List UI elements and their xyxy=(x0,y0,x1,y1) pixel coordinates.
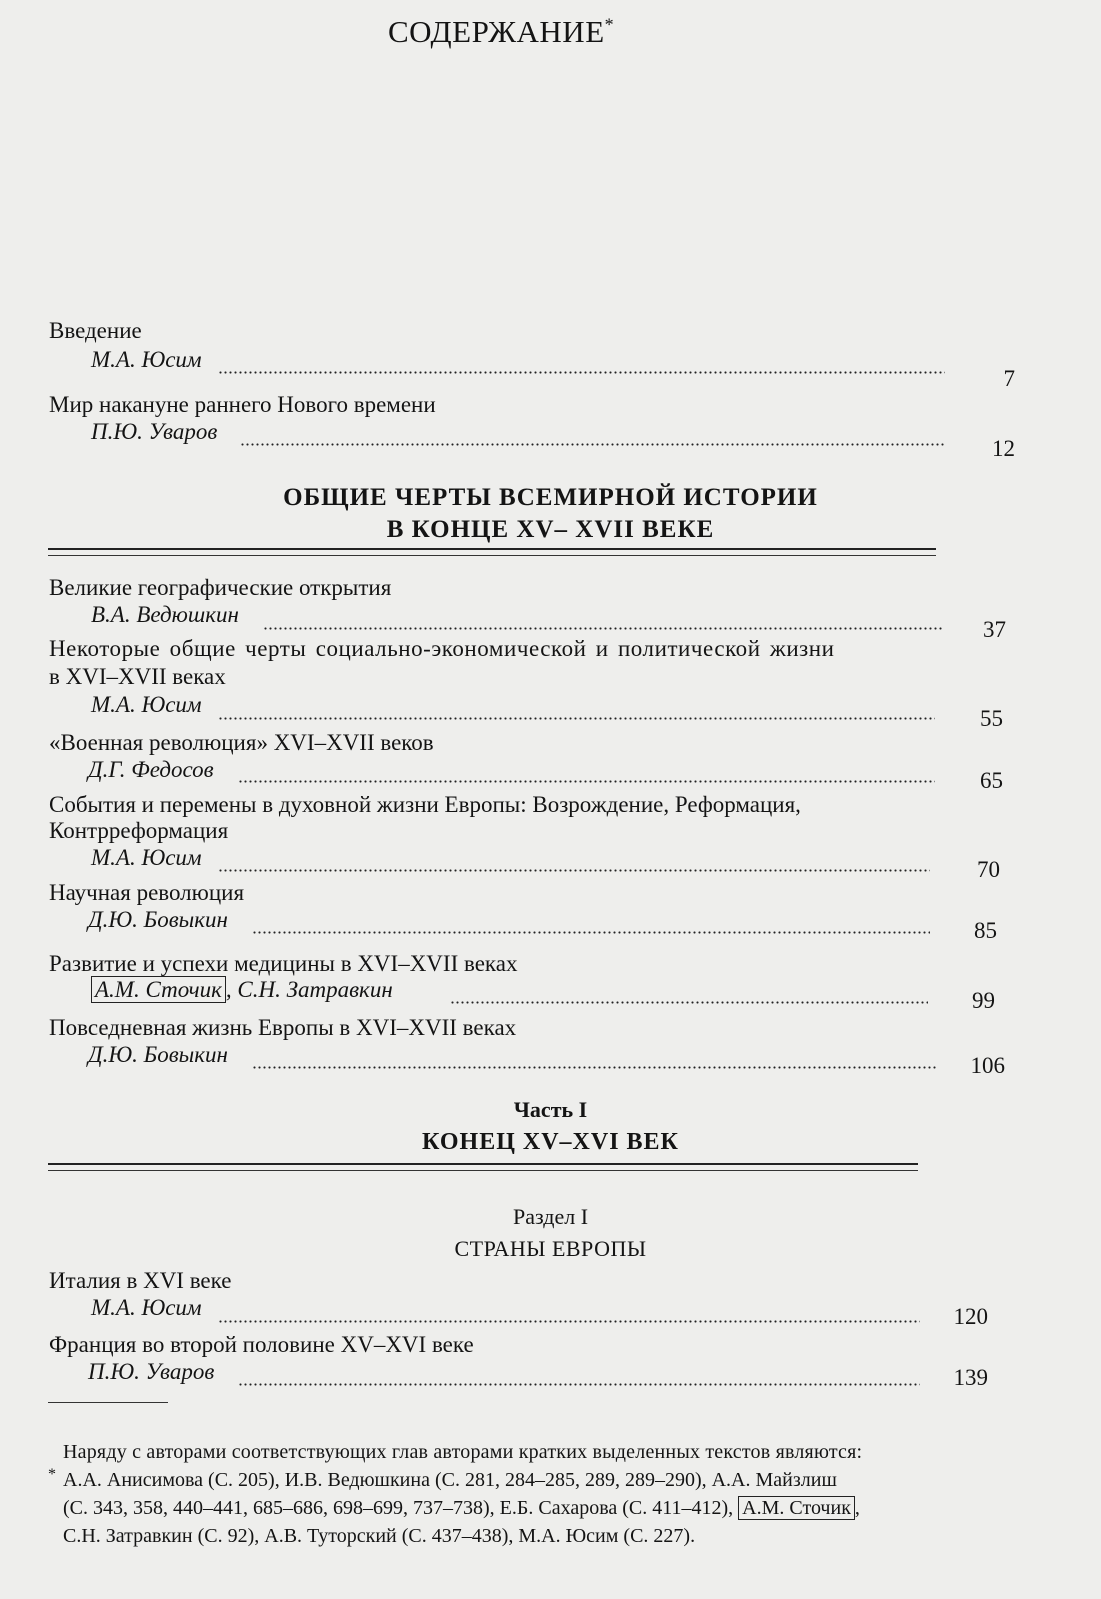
toc-entry-page: 99 xyxy=(972,988,995,1013)
footnote-text: , xyxy=(854,1497,860,1519)
toc-entry-author: М.А. Юсим xyxy=(91,692,202,717)
part-title: КОНЕЦ XV–XVI ВЕК xyxy=(422,1129,679,1155)
double-rule-bottom xyxy=(48,555,936,556)
toc-entry-author: Д.Г. Федосов xyxy=(88,757,214,782)
part-label: Часть I xyxy=(513,1097,588,1122)
double-rule-top xyxy=(48,1163,918,1165)
leader-dots xyxy=(218,1320,920,1323)
toc-entry-title-line2: в XVI–XVII веках xyxy=(49,664,226,689)
footnote-mark: * xyxy=(48,1466,56,1483)
toc-entry-title: Повседневная жизнь Европы в XVI–XVII веках xyxy=(49,1015,517,1040)
toc-entry-title: Франция во второй половине XV–XVI веке xyxy=(49,1332,474,1357)
toc-entry-author-rest: , С.Н. Затравкин xyxy=(225,977,393,1002)
toc-entry-title: «Военная революция» XVI–XVII веков xyxy=(49,730,434,755)
section-heading-line2: В КОНЦЕ XV– XVII ВЕКЕ xyxy=(386,516,715,543)
section-label: Раздел I xyxy=(512,1204,589,1229)
footnote-line xyxy=(63,1497,860,1520)
toc-entry-title: Италия в XVI веке xyxy=(49,1268,232,1293)
toc-entry-page: 55 xyxy=(980,706,1003,731)
leader-dots xyxy=(218,717,935,720)
toc-entry-author: В.А. Ведюшкин xyxy=(91,602,239,627)
boxed-author: А.М. Сточик xyxy=(91,976,226,1003)
toc-entry-page: 70 xyxy=(977,857,1000,882)
toc-entry-author: Д.Ю. Бовыкин xyxy=(88,1042,228,1067)
toc-entry-title-line2: Контрреформация xyxy=(49,818,229,843)
toc-entry-page: 37 xyxy=(983,617,1006,642)
toc-entry-title: Научная революция xyxy=(49,880,245,905)
toc-entry-author: М.А. Юсим xyxy=(91,347,202,372)
footnote-text: (С. 343, 358, 440–441, 685–686, 698–699, 737–738), Е.Б. Сахарова (С. 411–412), xyxy=(63,1497,734,1519)
toc-entry-author: М.А. Юсим xyxy=(91,1295,202,1320)
leader-dots xyxy=(238,780,935,783)
double-rule-bottom xyxy=(48,1170,918,1171)
toc-entry-title-line1: Некоторые общие черты социально-экономической и политической жизни xyxy=(49,636,835,661)
boxed-author: А.М. Сточик xyxy=(738,1496,855,1520)
toc-entry-title: Мир накануне раннего Нового времени xyxy=(49,392,436,417)
toc-entry-page: 120 xyxy=(953,1304,988,1329)
toc-entry-author: Д.Ю. Бовыкин xyxy=(88,907,228,932)
title-footnote-mark: * xyxy=(604,14,615,35)
leader-dots xyxy=(252,1066,938,1069)
page-title xyxy=(388,14,614,50)
leader-dots xyxy=(218,869,930,872)
leader-dots xyxy=(218,371,945,374)
toc-entry-page: 12 xyxy=(992,436,1015,461)
footnote-rule xyxy=(48,1402,168,1403)
footnote-line: С.Н. Затравкин (С. 92), А.В. Туторский (С. 437–438), М.А. Юсим (С. 227). xyxy=(63,1525,696,1547)
toc-entry-author: М.А. Юсим xyxy=(91,845,202,870)
leader-dots xyxy=(263,627,943,630)
toc-entry-page: 106 xyxy=(970,1053,1005,1078)
leader-dots xyxy=(252,931,930,934)
footnote-line: А.А. Анисимова (С. 205), И.В. Ведюшкина (С. 281, 284–285, 289, 289–290), А.А. Майзлиш xyxy=(63,1469,837,1491)
leader-dots xyxy=(450,1001,928,1004)
double-rule-top xyxy=(48,548,936,550)
section-title: СТРАНЫ ЕВРОПЫ xyxy=(454,1236,647,1261)
footnote-line: Наряду с авторами соответствующих глав авторами кратких выделенных текстов являются: xyxy=(63,1441,863,1463)
toc-entry-author: П.Ю. Уваров xyxy=(91,419,218,444)
toc-entry-title: Развитие и успехи медицины в XVI–XVII веках xyxy=(49,951,518,976)
toc-entry-page: 7 xyxy=(1003,366,1015,391)
toc-entry-author: П.Ю. Уваров xyxy=(88,1359,215,1384)
toc-entry-page: 139 xyxy=(953,1365,988,1390)
page-title-text: СОДЕРЖАНИЕ xyxy=(388,14,605,49)
section-heading-line1: ОБЩИЕ ЧЕРТЫ ВСЕМИРНОЙ ИСТОРИИ xyxy=(283,484,818,511)
toc-entry-title: Введение xyxy=(49,318,142,343)
toc-entry-page: 85 xyxy=(974,918,997,943)
leader-dots xyxy=(238,1383,920,1386)
toc-entry-title-line1: События и перемены в духовной жизни Европы: Возрождение, Реформация, xyxy=(49,792,801,817)
leader-dots xyxy=(240,443,945,446)
toc-entry-page: 65 xyxy=(980,768,1003,793)
toc-entry-title: Великие географические открытия xyxy=(49,575,392,600)
toc-entry-author-line xyxy=(91,977,393,1003)
